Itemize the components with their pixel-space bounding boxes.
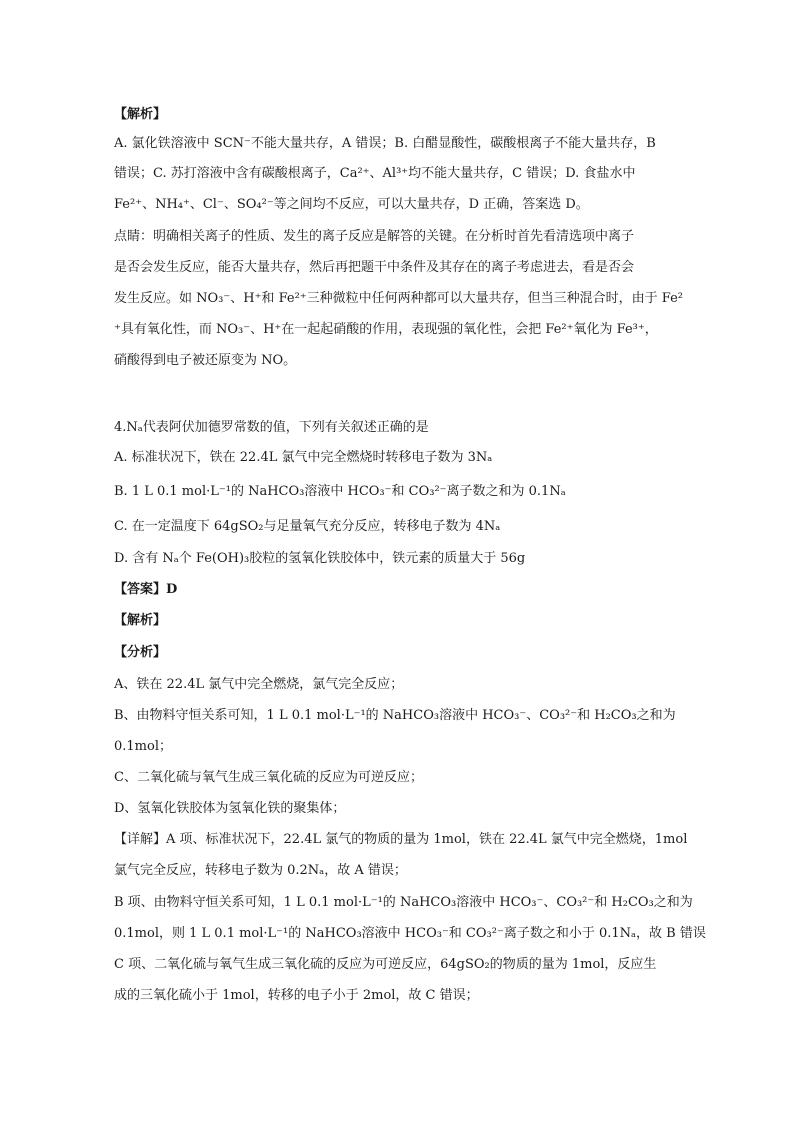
- option-c: C. 在一定温度下 64gSO₂与足量氧气充分反应，转移电子数为 4Nₐ: [114, 519, 501, 534]
- fenxi-line: B、由物料守恒关系可知，1 L 0.1 mol·L⁻¹的 NaHCO₃溶液中 HCO₃⁻、CO₃²⁻和 H₂CO₃之和为: [114, 708, 676, 723]
- analysis-line: 是否会发生反应，能否大量共存，然后再把题干中条件及其存在的离子考虑进去，看是否会: [114, 260, 635, 275]
- analysis-line: 发生反应。如 NO₃⁻、H⁺和 Fe²⁺三种微粒中任何两种都可以大量共存，但当三种混合时，由于 Fe²: [114, 291, 683, 306]
- option-b: B. 1 L 0.1 mol·L⁻¹的 NaHCO₃溶液中 HCO₃⁻和 CO₃²⁻离子数之和为 0.1Nₐ: [114, 484, 566, 499]
- fenxi-line: A、铁在 22.4L 氯气中完全燃烧，氯气完全反应；: [114, 677, 404, 692]
- analysis-heading: 【解析】: [114, 107, 167, 122]
- analysis-line: 点睛：明确相关离子的性质、发生的离子反应是解答的关键。在分析时首先看清选项中离子: [114, 229, 635, 244]
- detail-line: 氯气完全反应，转移电子数为 0.2Nₐ，故 A 错误；: [114, 863, 407, 878]
- detail-line: 0.1mol，则 1 L 0.1 mol·L⁻¹的 NaHCO₃溶液中 HCO₃⁻和 CO₃²⁻离子数之和小于 0.1Nₐ，故 B 错误: [114, 926, 706, 941]
- question-stem: 4.Nₐ代表阿伏加德罗常数的值，下列有关叙述正确的是: [114, 420, 429, 435]
- fenxi-line: C、二氧化硫与氧气生成三氧化硫的反应为可逆反应；: [114, 770, 423, 785]
- fenxi-line: D、氢氧化铁胶体为氢氧化铁的聚集体；: [114, 801, 346, 816]
- detail-line: 成的三氧化硫小于 1mol，转移的电子小于 2mol，故 C 错误；: [114, 988, 479, 1003]
- analysis-heading-2: 【解析】: [114, 613, 167, 628]
- detail-line: B 项、由物料守恒关系可知，1 L 0.1 mol·L⁻¹的 NaHCO₃溶液中 HCO₃⁻、CO₃²⁻和 H₂CO₃之和为: [114, 895, 693, 910]
- analysis-line: ⁺具有氧化性，而 NO₃⁻、H⁺在一起起硝酸的作用，表现强的氧化性，会把 Fe²⁺氧化为 Fe³⁺，: [114, 322, 658, 337]
- option-d: D. 含有 Nₐ个 Fe(OH)₃胶粒的氢氧化铁胶体中，铁元素的质量大于 56g: [114, 551, 526, 566]
- answer: 【答案】D: [114, 582, 178, 597]
- analysis-line: A. 氯化铁溶液中 SCN⁻不能大量共存，A 错误；B. 白醋显酸性，碳酸根离子不能大量共存，B: [114, 136, 656, 151]
- detail-line: C 项、二氧化硫与氧气生成三氧化硫的反应为可逆反应，64gSO₂的物质的量为 1mol，反应生: [114, 957, 657, 972]
- fenxi-heading: 【分析】: [114, 645, 167, 660]
- fenxi-line: 0.1mol；: [114, 739, 172, 754]
- analysis-line: Fe²⁺、NH₄⁺、Cl⁻、SO₄²⁻等之间均不反应，可以大量共存，D 正确，答案选 D。: [114, 197, 589, 212]
- option-a: A. 标准状况下，铁在 22.4L 氯气中完全燃烧时转移电子数为 3Nₐ: [114, 450, 493, 465]
- analysis-line: 硝酸得到电子被还原变为 NO。: [114, 353, 297, 368]
- detail-line: 【详解】A 项、标准状况下，22.4L 氯气的物质的量为 1mol，铁在 22.4L 氯气中完全燃烧，1mol: [114, 832, 688, 847]
- analysis-line: 错误；C. 苏打溶液中含有碳酸根离子，Ca²⁺、Al³⁺均不能大量共存，C 错误；D. 食盐水中: [114, 166, 636, 181]
